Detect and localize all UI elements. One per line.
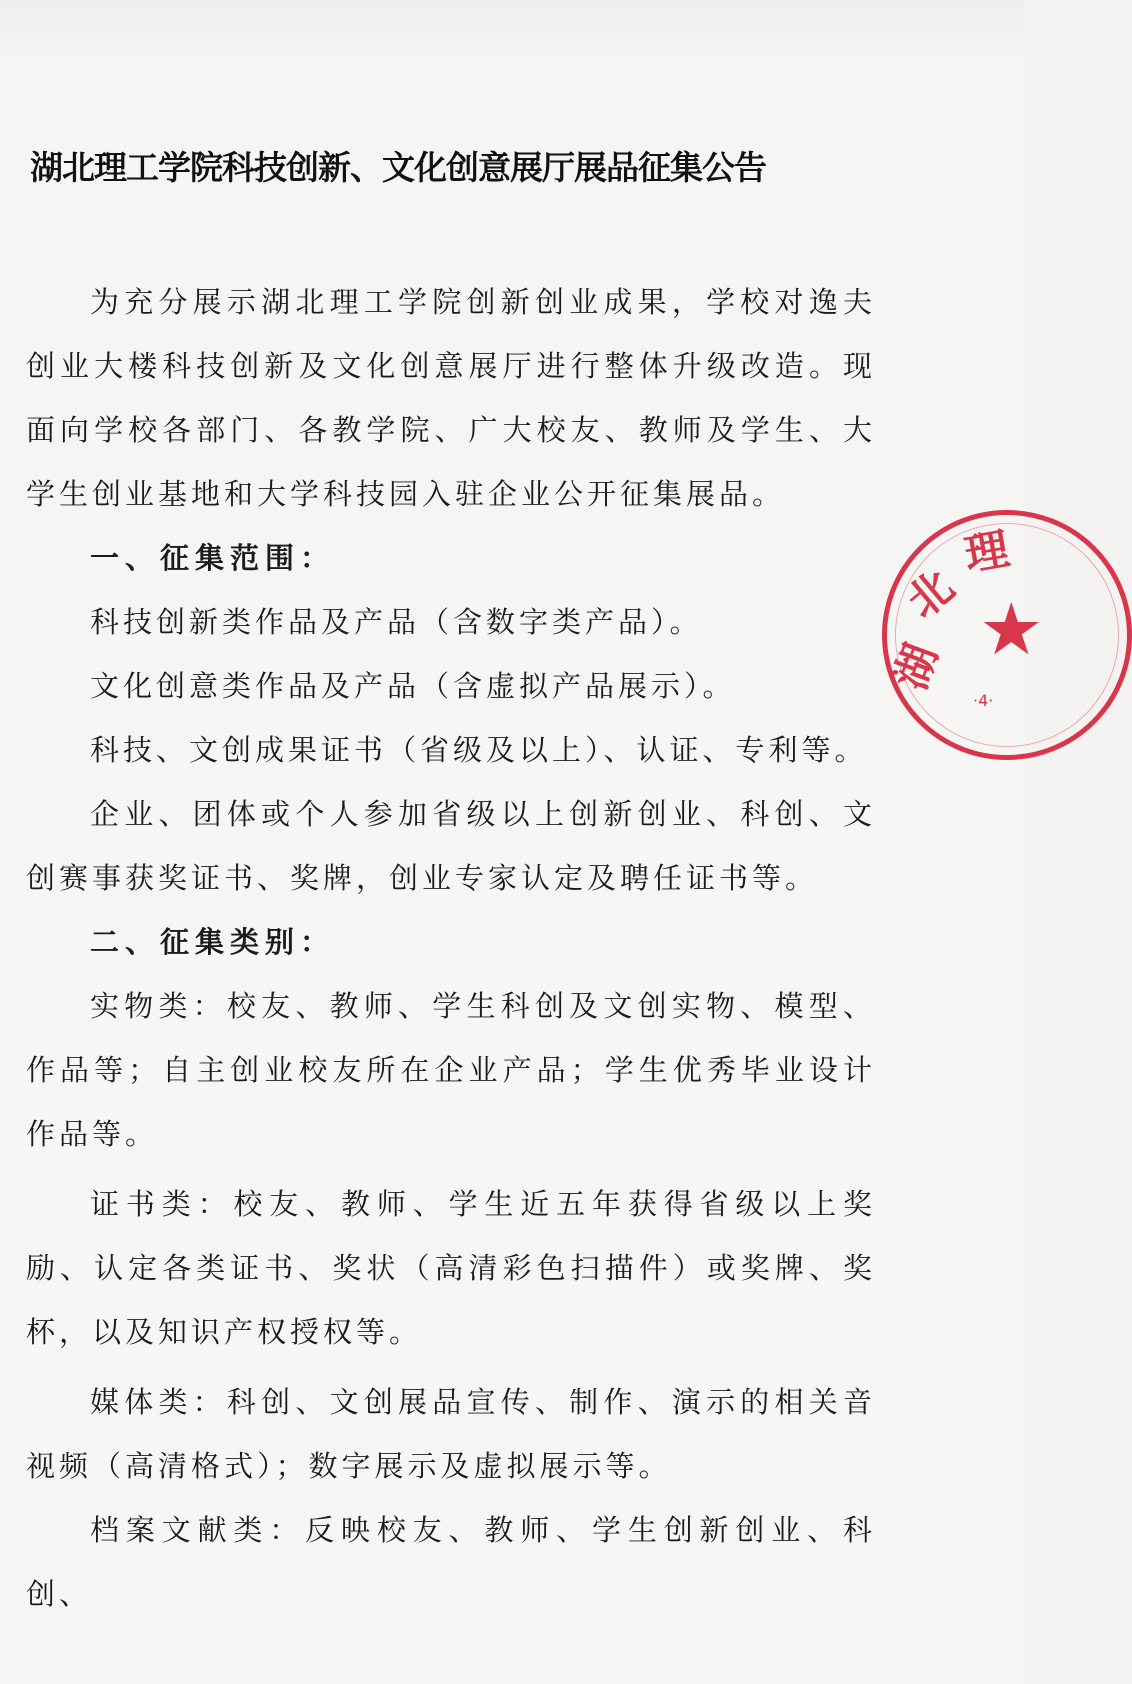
seal-star-icon: ★ <box>979 587 1044 671</box>
document-body <box>26 270 876 1626</box>
document-title: 湖北理工学院科技创新、文化创意展厅展品征集公告 <box>30 148 766 187</box>
seal-char: 北 <box>897 560 964 629</box>
seal-char: 湖 <box>885 637 949 697</box>
category-physical: 实物类：校友、教师、学生科创及文创实物、模型、作品等；自主创业校友所在企业产品；学生优秀毕业设计作品等。 <box>26 989 876 1151</box>
seal-char: 理 <box>960 523 1014 582</box>
scope-item-awards: 企业、团体或个人参加省级以上创新创业、科创、文创赛事获奖证书、奖牌，创业专家认定及聘任证书等。 <box>26 797 876 895</box>
official-seal <box>882 510 1132 760</box>
scope-item-tech: 科技创新类作品及产品（含数字类产品）。 <box>90 605 703 639</box>
section-heading-categories: 二、征集类别： <box>90 925 336 959</box>
section-heading-scope: 一、征集范围： <box>90 541 336 575</box>
scope-item-certificates: 科技、文创成果证书（省级及以上）、认证、专利等。 <box>90 733 868 767</box>
intro-paragraph: 为充分展示湖北理工学院创新创业成果，学校对逸夫创业大楼科技创新及文化创意展厅进行整体升级改造。现面向学校各部门、各教学院、广大校友、教师及学生、大学生创业基地和大学科技园入驻企业公开征集展品。 <box>26 285 876 511</box>
category-media: 媒体类：科创、文创展品宣传、制作、演示的相关音视频（高清格式）；数字展示及虚拟展示等。 <box>26 1385 876 1483</box>
category-archive: 档案文献类：反映校友、教师、学生创新创业、科创、 <box>26 1513 876 1611</box>
scope-item-culture: 文化创意类作品及产品（含虚拟产品展示）。 <box>90 669 736 703</box>
seal-small-text: ·4· <box>973 691 994 710</box>
category-certificate: 证书类：校友、教师、学生近五年获得省级以上奖励、认定各类证书、奖状（高清彩色扫描件）或奖牌、奖杯，以及知识产权授权等。 <box>26 1187 876 1349</box>
